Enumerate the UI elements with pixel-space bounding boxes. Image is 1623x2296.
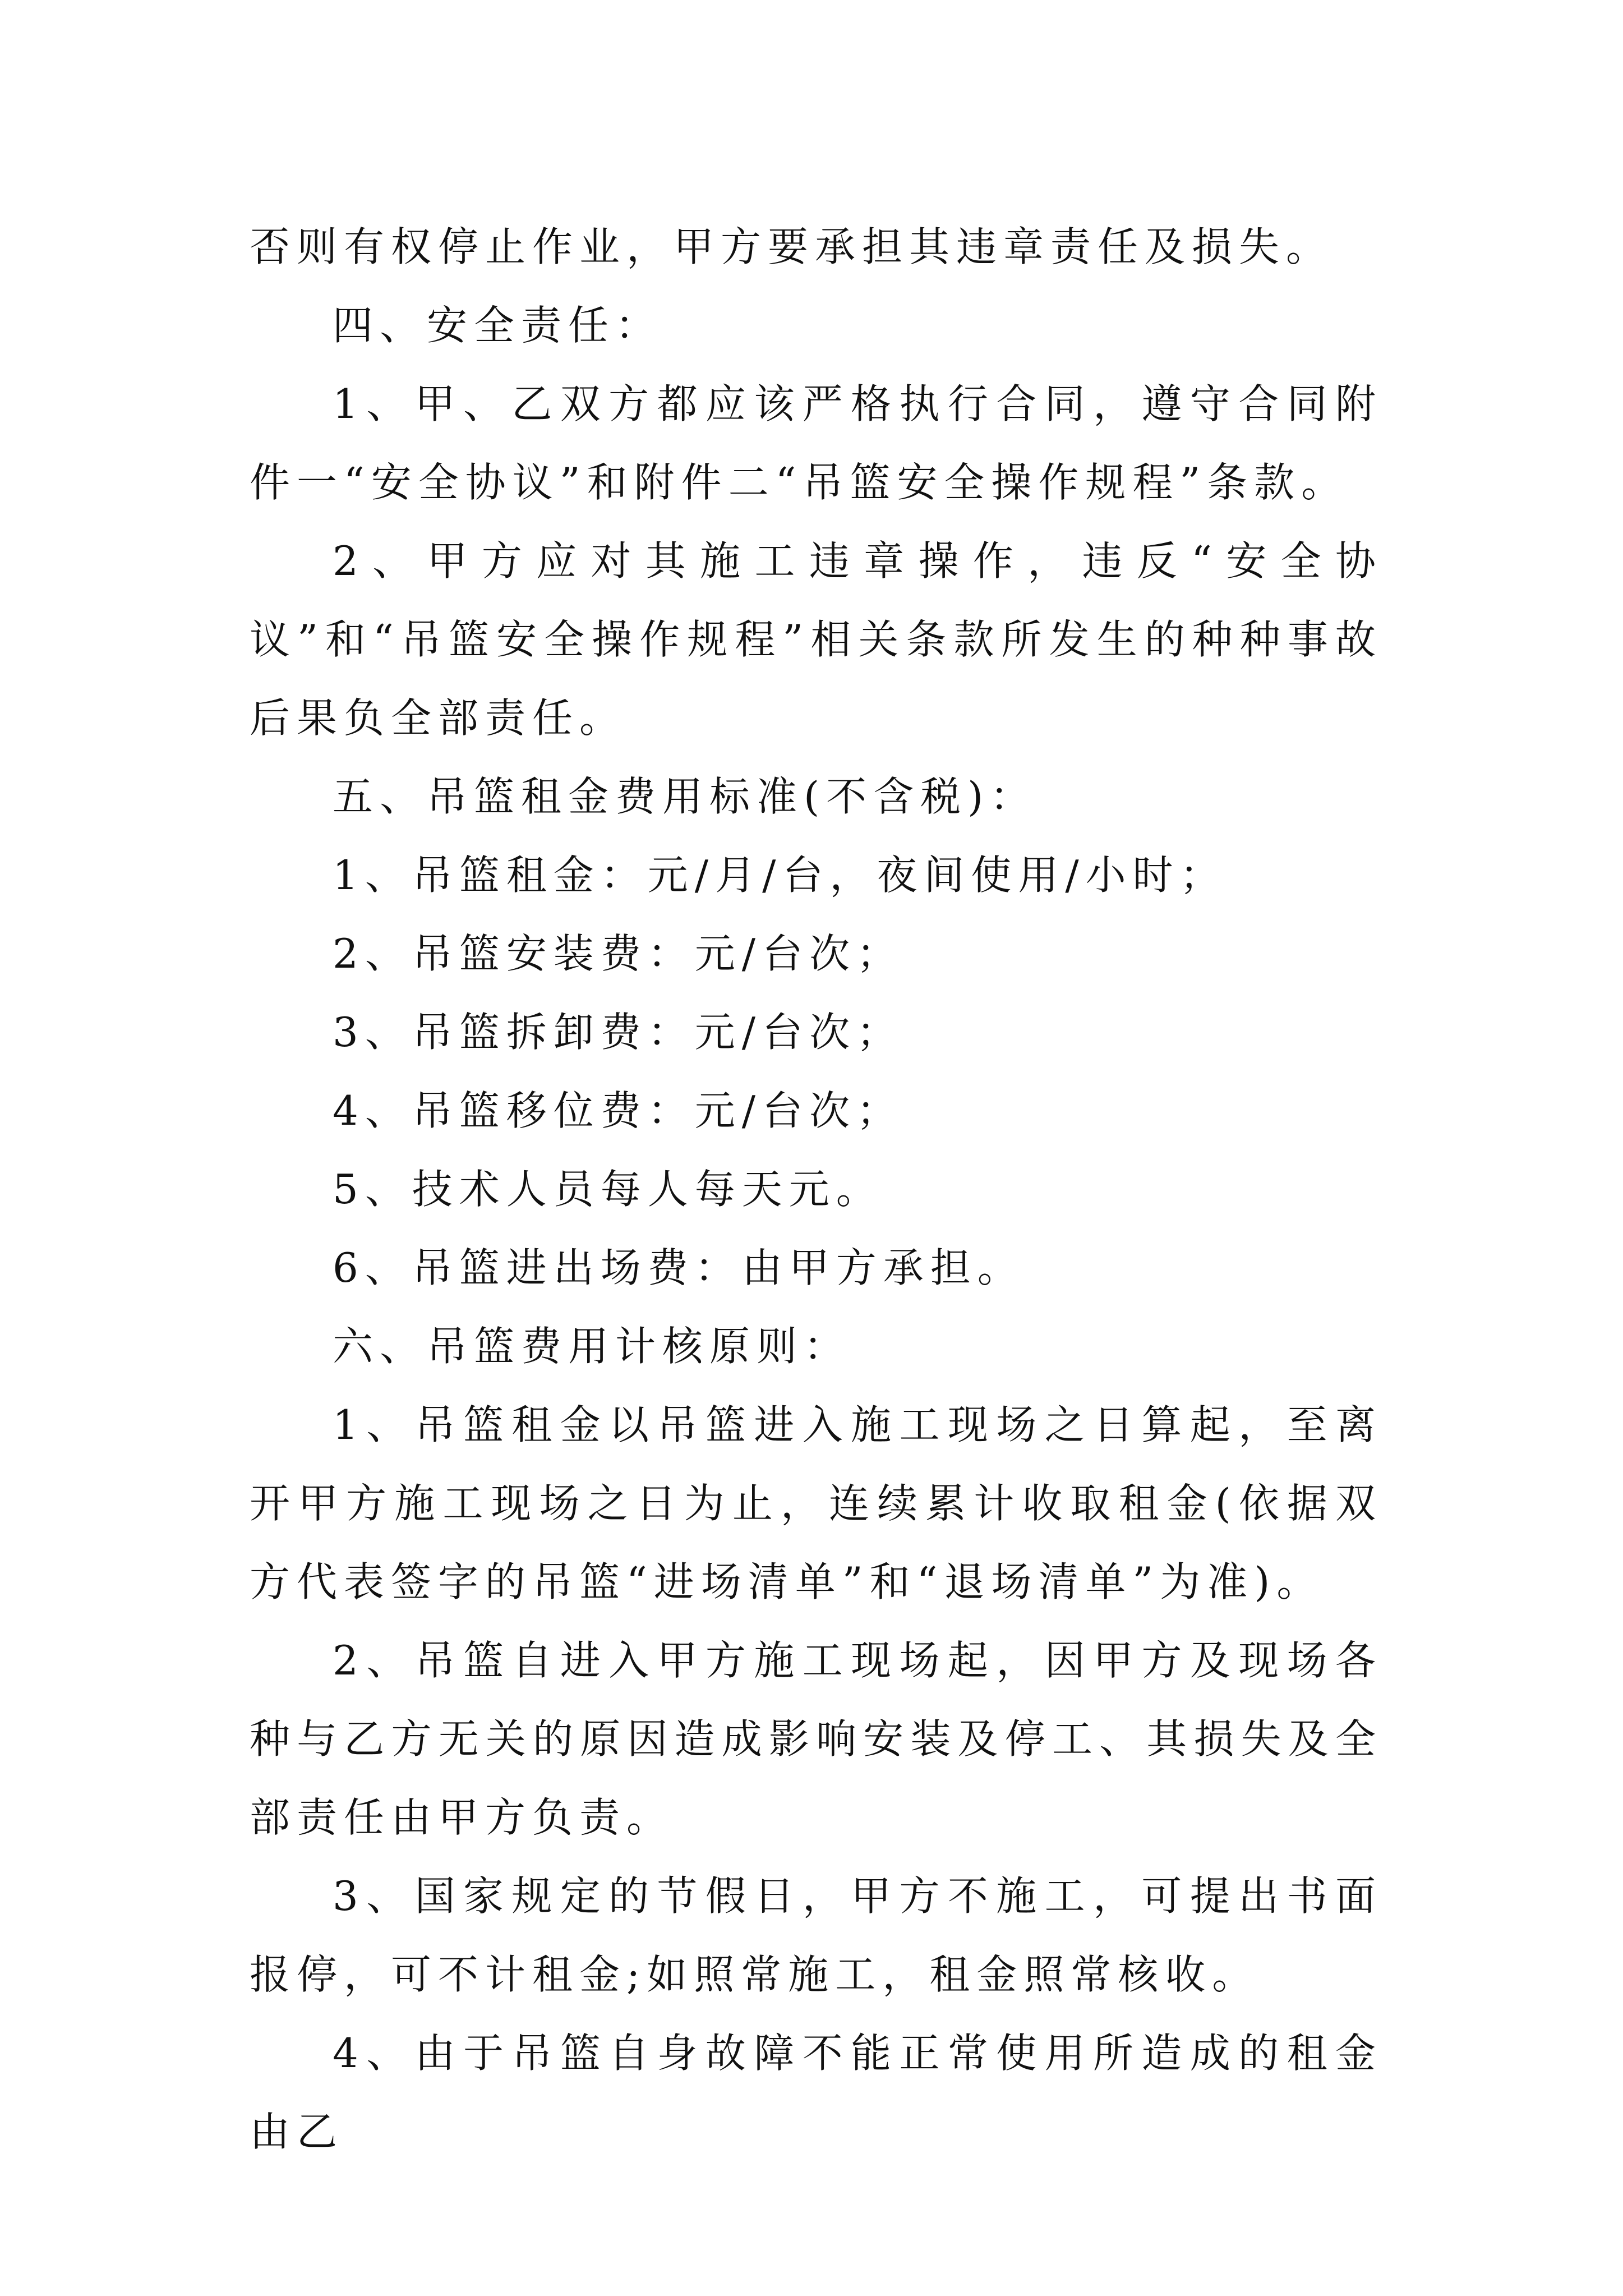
clause-principle-4: 4、由于吊篮自身故障不能正常使用所造成的租金由乙 (250, 2030, 1382, 2155)
section-heading-fee-principles: 六、吊篮费用计核原则： (333, 1323, 851, 1370)
section-heading-rental-fees: 五、吊篮租金费用标准(不含税)： (333, 773, 1038, 820)
paragraph-continuation: 否则有权停止作业，甲方要承担其违章责任及损失。 (250, 223, 1334, 270)
clause-fee-1: 1、吊篮租金：元/月/台，夜间使用/小时； (333, 852, 1227, 899)
document-body (250, 208, 1382, 2171)
clause-fee-2: 2、吊篮安装费：元/台次； (333, 930, 904, 977)
clause-fee-6: 6、吊篮进出场费：由甲方承担。 (333, 1244, 1025, 1291)
clause-principle-1: 1、吊篮租金以吊篮进入施工现场之日算起，至离开甲方施工现场之日为止，连续累计收取租金(依据双方代表签字的吊篮“进场清单”和“退场清单”为准)。 (250, 1401, 1382, 1605)
clause-fee-5: 5、技术人员每人每天元。 (333, 1166, 883, 1213)
clause-fee-4: 4、吊篮移位费：元/台次； (333, 1087, 904, 1134)
clause-safety-1: 1、甲、乙双方都应该严格执行合同，遵守合同附件一“安全协议”和附件二“吊篮安全操作规程”条款。 (250, 380, 1382, 506)
clause-fee-3: 3、吊篮拆卸费：元/台次； (333, 1009, 904, 1056)
clause-safety-2: 2、甲方应对其施工违章操作，违反“安全协议”和“吊篮安全操作规程”相关条款所发生的种种事故后果负全部责任。 (250, 537, 1382, 742)
clause-principle-2: 2、吊篮自进入甲方施工现场起，因甲方及现场各种与乙方无关的原因造成影响安装及停工、其损失及全部责任由甲方负责。 (250, 1637, 1382, 1841)
clause-principle-3: 3、国家规定的节假日，甲方不施工，可提出书面报停，可不计租金;如照常施工，租金照常核收。 (250, 1872, 1382, 1998)
section-heading-safety-responsibility: 四、安全责任： (333, 302, 663, 349)
